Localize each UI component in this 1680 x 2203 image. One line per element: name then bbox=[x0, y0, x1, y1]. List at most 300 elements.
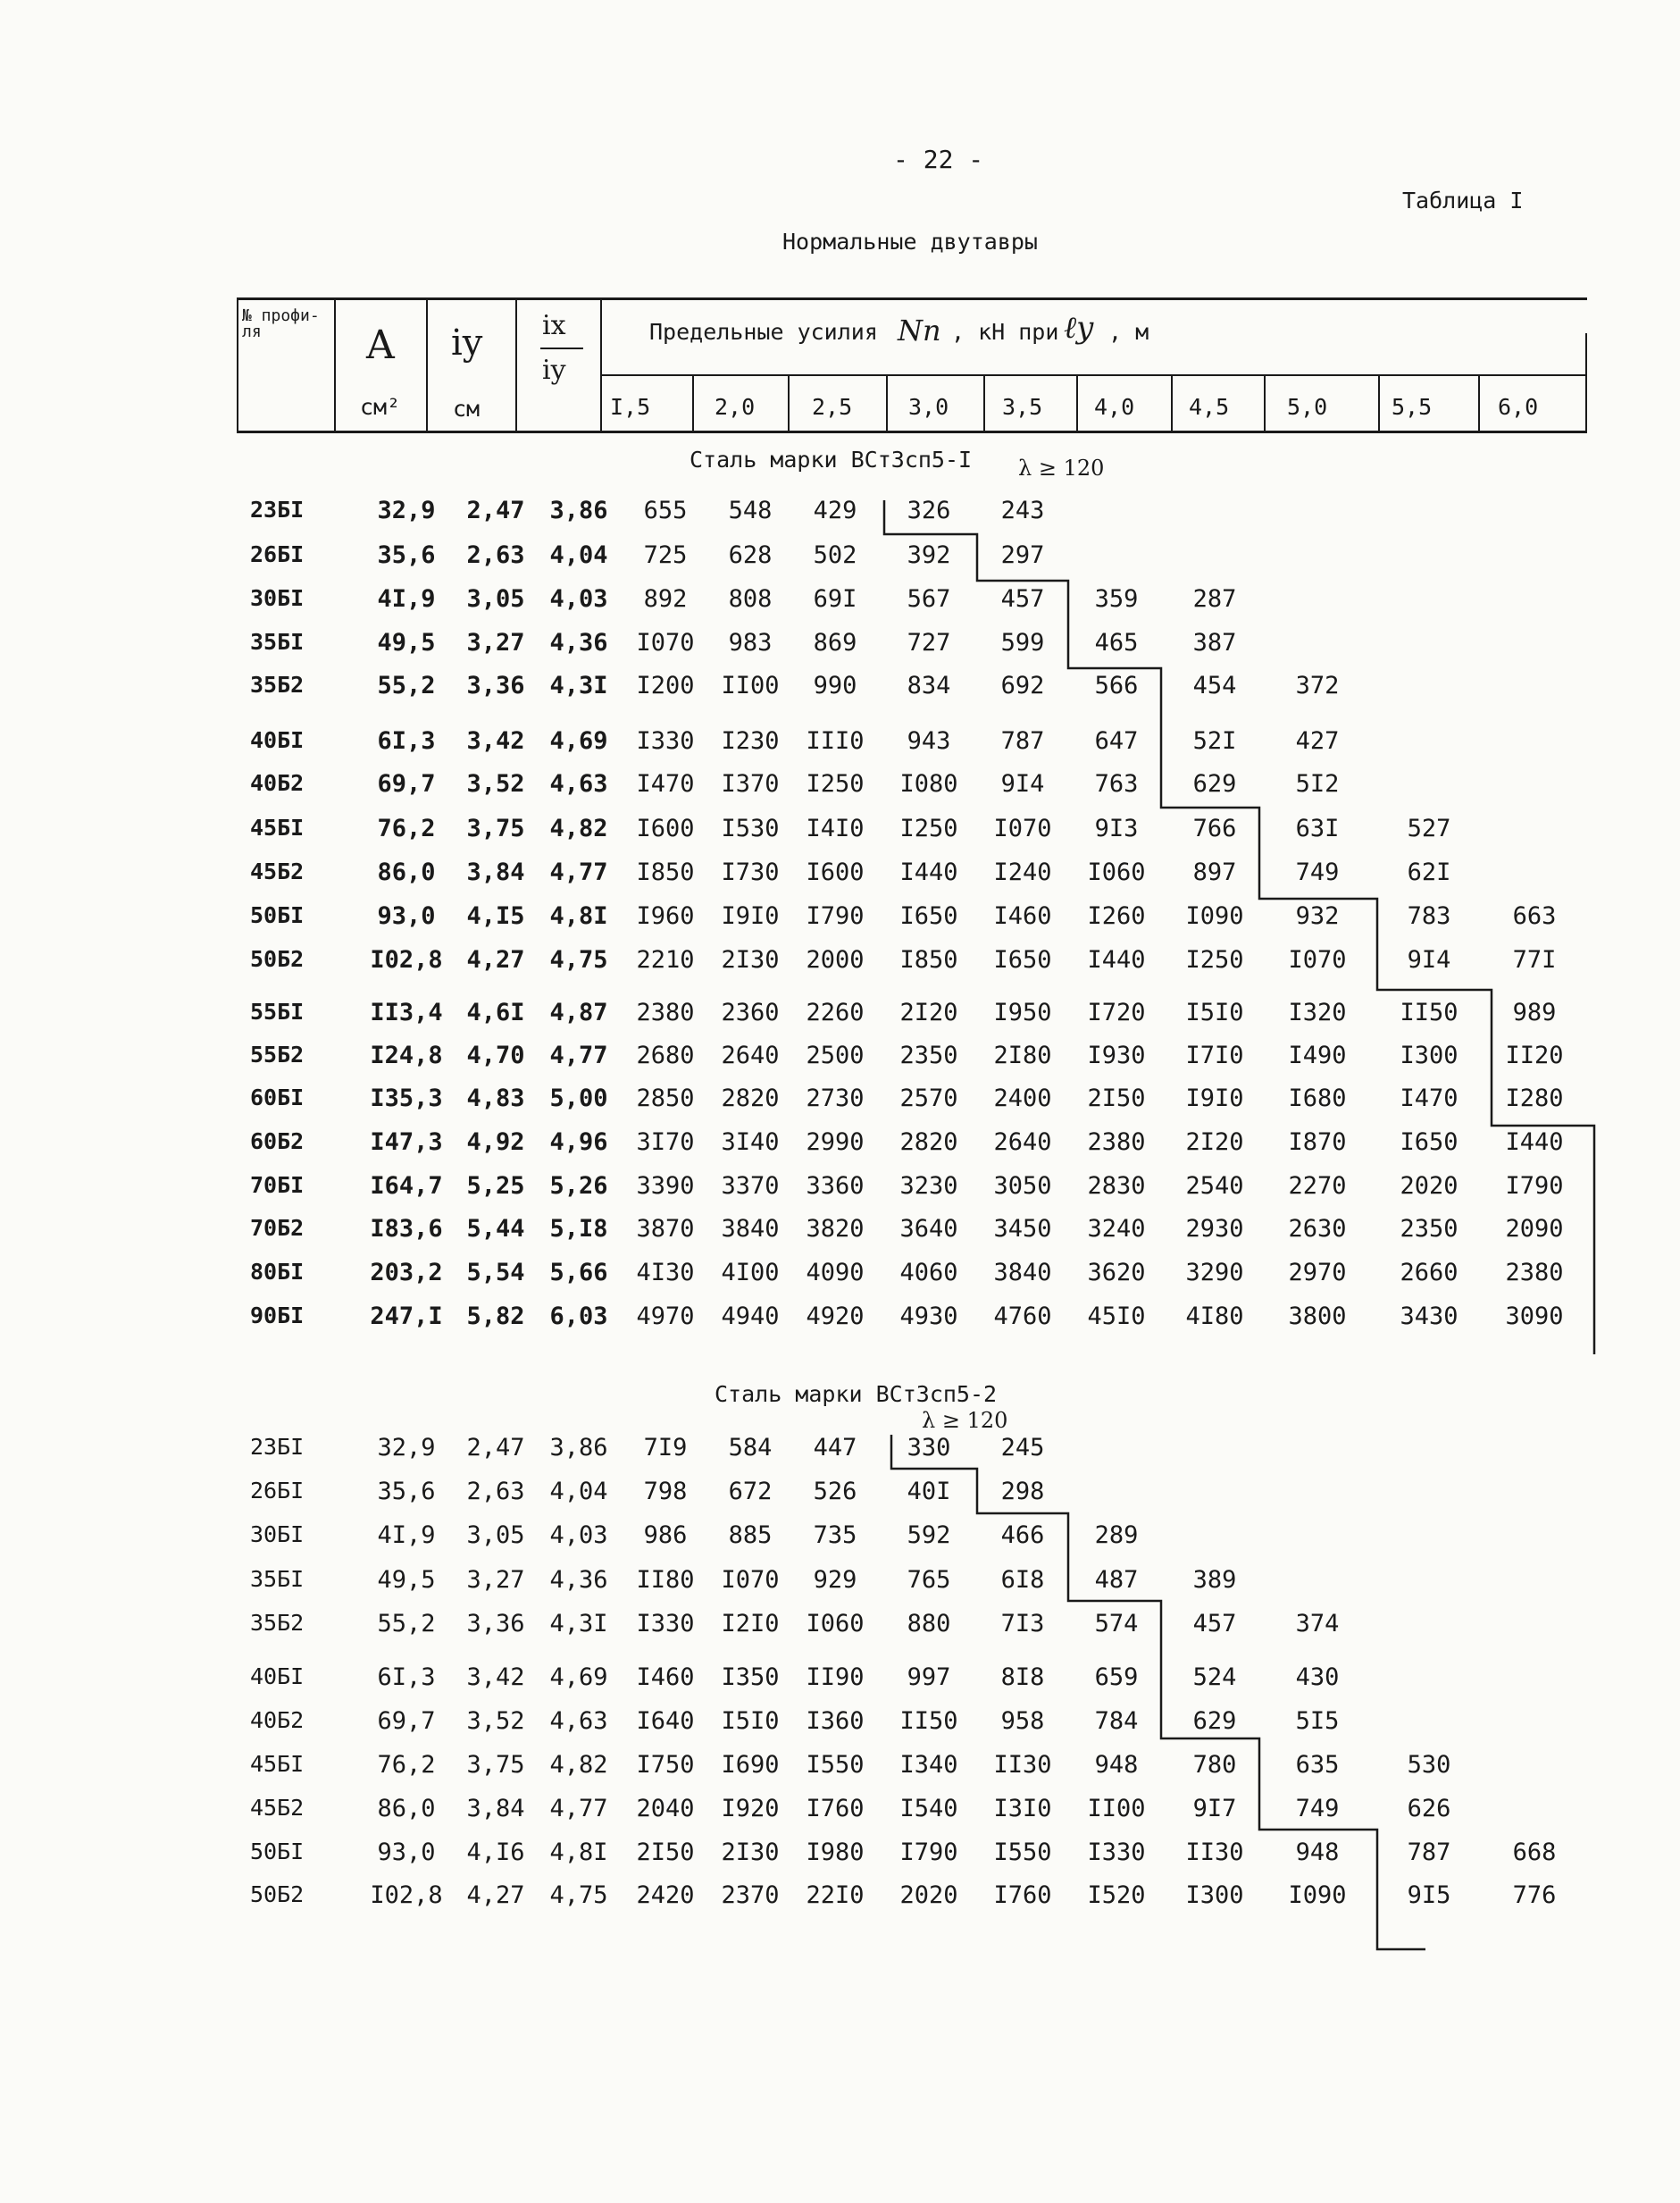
force-cell: 958 bbox=[1000, 1707, 1045, 1735]
force-cell: 629 bbox=[1192, 1707, 1237, 1735]
force-cell: I2I0 bbox=[721, 1610, 780, 1638]
iy-cell: 3,42 bbox=[466, 727, 525, 755]
force-cell: 659 bbox=[1094, 1663, 1139, 1691]
force-cell: 766 bbox=[1192, 815, 1237, 842]
force-cell: 2540 bbox=[1185, 1172, 1244, 1200]
force-cell: 3I40 bbox=[721, 1128, 780, 1156]
force-cell: 2360 bbox=[721, 999, 780, 1026]
area-cell: 76,2 bbox=[377, 815, 436, 842]
force-cell: 3I70 bbox=[636, 1128, 695, 1156]
force-cell: 2I50 bbox=[636, 1839, 695, 1866]
force-cell: 4970 bbox=[636, 1303, 695, 1330]
ratio-cell: 4,03 bbox=[549, 585, 608, 613]
iy-cell: 3,05 bbox=[466, 1521, 525, 1549]
force-cell: 989 bbox=[1512, 999, 1557, 1026]
force-cell: 2380 bbox=[1087, 1128, 1146, 1156]
force-cell: 2I30 bbox=[721, 946, 780, 974]
force-cell: I250 bbox=[1185, 946, 1244, 974]
header-length: 3,0 bbox=[908, 394, 949, 420]
force-cell: 2930 bbox=[1185, 1215, 1244, 1243]
iy-cell: 3,05 bbox=[466, 585, 525, 613]
area-cell: 93,0 bbox=[377, 1839, 436, 1866]
header-iy: iy bbox=[451, 322, 483, 364]
force-cell: 798 bbox=[643, 1478, 688, 1505]
force-cell: I080 bbox=[899, 770, 958, 798]
profile-cell: 35БI bbox=[250, 629, 305, 655]
force-cell: 4760 bbox=[993, 1303, 1052, 1330]
force-cell: 4I30 bbox=[636, 1259, 695, 1286]
force-cell: I070 bbox=[721, 1566, 780, 1594]
force-cell: 2570 bbox=[899, 1085, 958, 1112]
force-cell: 2000 bbox=[806, 946, 865, 974]
force-cell: 2640 bbox=[721, 1042, 780, 1069]
force-cell: I920 bbox=[721, 1795, 780, 1822]
ratio-cell: 5,00 bbox=[549, 1085, 608, 1112]
force-cell: 892 bbox=[643, 585, 688, 613]
force-cell: 245 bbox=[1000, 1434, 1045, 1462]
iy-cell: 2,63 bbox=[466, 1478, 525, 1505]
force-cell: 330 bbox=[907, 1434, 951, 1462]
force-cell: 487 bbox=[1094, 1566, 1139, 1594]
force-cell: 2630 bbox=[1288, 1215, 1347, 1243]
force-cell: I980 bbox=[806, 1839, 865, 1866]
iy-cell: 3,52 bbox=[466, 770, 525, 798]
force-cell: II50 bbox=[899, 1707, 958, 1735]
header-length-symbol: ℓy bbox=[1064, 310, 1094, 346]
profile-cell: 40БI bbox=[250, 727, 305, 753]
force-cell: 3430 bbox=[1400, 1303, 1459, 1330]
profile-cell: 40Б2 bbox=[250, 770, 305, 796]
profile-cell: 70БI bbox=[250, 1172, 305, 1198]
area-cell: I35,3 bbox=[370, 1085, 443, 1112]
profile-cell: 30БI bbox=[250, 1521, 305, 1547]
force-cell: I070 bbox=[1288, 946, 1347, 974]
force-cell: 599 bbox=[1000, 629, 1045, 657]
ratio-cell: 4,04 bbox=[549, 541, 608, 569]
lambda-note: λ ≥ 120 bbox=[1018, 456, 1105, 481]
area-cell: 93,0 bbox=[377, 902, 436, 930]
force-cell: 574 bbox=[1094, 1610, 1139, 1638]
area-cell: 76,2 bbox=[377, 1751, 436, 1779]
header-ratio-bottom: iy bbox=[542, 355, 566, 386]
profile-cell: 55БI bbox=[250, 999, 305, 1025]
ratio-cell: 4,69 bbox=[549, 1663, 608, 1691]
force-cell: 655 bbox=[643, 497, 688, 524]
force-cell: 997 bbox=[907, 1663, 951, 1691]
force-cell: 2850 bbox=[636, 1085, 695, 1112]
iy-cell: 3,27 bbox=[466, 1566, 525, 1594]
force-cell: 2420 bbox=[636, 1881, 695, 1909]
force-cell: 787 bbox=[1000, 727, 1045, 755]
force-cell: I440 bbox=[1505, 1128, 1564, 1156]
iy-cell: 4,I5 bbox=[466, 902, 525, 930]
force-cell: I9I0 bbox=[721, 902, 780, 930]
header-iy-unit: см bbox=[453, 396, 481, 422]
force-cell: 692 bbox=[1000, 672, 1045, 699]
profile-cell: 50Б2 bbox=[250, 1881, 305, 1907]
force-cell: I790 bbox=[899, 1839, 958, 1866]
force-cell: 2380 bbox=[636, 999, 695, 1026]
ratio-cell: 4,63 bbox=[549, 1707, 608, 1735]
force-cell: 2990 bbox=[806, 1128, 865, 1156]
force-cell: I5I0 bbox=[721, 1707, 780, 1735]
force-cell: 3230 bbox=[899, 1172, 958, 1200]
iy-cell: 3,42 bbox=[466, 1663, 525, 1691]
area-cell: I02,8 bbox=[370, 1881, 443, 1909]
profile-cell: 30БI bbox=[250, 585, 305, 611]
force-cell: 502 bbox=[813, 541, 857, 569]
force-cell: 2350 bbox=[1400, 1215, 1459, 1243]
profile-cell: 35БI bbox=[250, 1566, 305, 1592]
force-cell: 2680 bbox=[636, 1042, 695, 1069]
force-cell: II80 bbox=[636, 1566, 695, 1594]
header-length: 5,0 bbox=[1287, 394, 1328, 420]
force-cell: I460 bbox=[636, 1663, 695, 1691]
force-cell: 2400 bbox=[993, 1085, 1052, 1112]
iy-cell: 3,52 bbox=[466, 1707, 525, 1735]
force-cell: 40I bbox=[907, 1478, 951, 1505]
force-cell: I280 bbox=[1505, 1085, 1564, 1112]
iy-cell: 4,27 bbox=[466, 1881, 525, 1909]
area-cell: 6I,3 bbox=[377, 1663, 436, 1691]
force-cell: 2500 bbox=[806, 1042, 865, 1069]
force-cell: II90 bbox=[806, 1663, 865, 1691]
profile-cell: 23БI bbox=[250, 497, 305, 523]
force-cell: I090 bbox=[1185, 902, 1244, 930]
iy-cell: 2,63 bbox=[466, 541, 525, 569]
force-cell: 6I8 bbox=[1000, 1566, 1045, 1594]
ratio-cell: 4,8I bbox=[549, 902, 608, 930]
force-cell: I260 bbox=[1087, 902, 1146, 930]
force-cell: I930 bbox=[1087, 1042, 1146, 1069]
force-cell: 986 bbox=[643, 1521, 688, 1549]
force-cell: I490 bbox=[1288, 1042, 1347, 1069]
iy-cell: 4,70 bbox=[466, 1042, 525, 1069]
iy-cell: 4,92 bbox=[466, 1128, 525, 1156]
force-cell: I550 bbox=[993, 1839, 1052, 1866]
force-cell: I680 bbox=[1288, 1085, 1347, 1112]
force-cell: 765 bbox=[907, 1566, 951, 1594]
force-cell: 77I bbox=[1512, 946, 1557, 974]
force-cell: 287 bbox=[1192, 585, 1237, 613]
ratio-cell: 4,04 bbox=[549, 1478, 608, 1505]
area-cell: 86,0 bbox=[377, 859, 436, 886]
header-length: 4,0 bbox=[1094, 394, 1135, 420]
force-cell: I330 bbox=[636, 1610, 695, 1638]
force-cell: 834 bbox=[907, 672, 951, 699]
force-cell: 3090 bbox=[1505, 1303, 1564, 1330]
section-title: Сталь марки ВСт3сп5-I bbox=[690, 447, 973, 473]
force-cell: 2I20 bbox=[899, 999, 958, 1026]
profile-cell: 45Б2 bbox=[250, 1795, 305, 1821]
ratio-cell: 5,I8 bbox=[549, 1215, 608, 1243]
iy-cell: 4,I6 bbox=[466, 1839, 525, 1866]
force-cell: 2370 bbox=[721, 1881, 780, 1909]
force-cell: 447 bbox=[813, 1434, 857, 1462]
ratio-cell: 4,3I bbox=[549, 1610, 608, 1638]
area-cell: I02,8 bbox=[370, 946, 443, 974]
force-cell: I090 bbox=[1288, 1881, 1347, 1909]
header-force-prefix: Предельные усилия bbox=[649, 319, 878, 345]
force-cell: 2350 bbox=[899, 1042, 958, 1069]
force-cell: 567 bbox=[907, 585, 951, 613]
force-cell: 2I30 bbox=[721, 1839, 780, 1866]
force-cell: I790 bbox=[1505, 1172, 1564, 1200]
area-cell: 32,9 bbox=[377, 497, 436, 524]
force-cell: I340 bbox=[899, 1751, 958, 1779]
force-cell: 9I3 bbox=[1094, 815, 1139, 842]
force-cell: 526 bbox=[813, 1478, 857, 1505]
force-cell: 389 bbox=[1192, 1566, 1237, 1594]
force-cell: I650 bbox=[1400, 1128, 1459, 1156]
force-cell: 787 bbox=[1407, 1839, 1451, 1866]
table-label: Таблица I bbox=[1402, 188, 1524, 214]
force-cell: 3800 bbox=[1288, 1303, 1347, 1330]
force-cell: 4920 bbox=[806, 1303, 865, 1330]
force-cell: 8I8 bbox=[1000, 1663, 1045, 1691]
force-cell: I600 bbox=[806, 859, 865, 886]
force-cell: 808 bbox=[728, 585, 773, 613]
force-cell: 3640 bbox=[899, 1215, 958, 1243]
force-cell: I530 bbox=[721, 815, 780, 842]
force-cell: 2640 bbox=[993, 1128, 1052, 1156]
force-cell: I690 bbox=[721, 1751, 780, 1779]
header-ratio-top: ix bbox=[542, 310, 566, 341]
ratio-cell: 4,8I bbox=[549, 1839, 608, 1866]
header-length: 5,5 bbox=[1392, 394, 1433, 420]
force-cell: 3050 bbox=[993, 1172, 1052, 1200]
force-cell: I600 bbox=[636, 815, 695, 842]
profile-cell: 80БI bbox=[250, 1259, 305, 1285]
ratio-cell: 4,96 bbox=[549, 1128, 608, 1156]
force-cell: I790 bbox=[806, 902, 865, 930]
force-cell: II30 bbox=[1185, 1839, 1244, 1866]
force-cell: I070 bbox=[993, 815, 1052, 842]
area-cell: 35,6 bbox=[377, 541, 436, 569]
force-cell: 2820 bbox=[899, 1128, 958, 1156]
force-cell: I960 bbox=[636, 902, 695, 930]
force-cell: I230 bbox=[721, 727, 780, 755]
force-cell: I300 bbox=[1400, 1042, 1459, 1069]
force-cell: I370 bbox=[721, 770, 780, 798]
force-cell: 3390 bbox=[636, 1172, 695, 1200]
force-cell: I470 bbox=[636, 770, 695, 798]
area-cell: 32,9 bbox=[377, 1434, 436, 1462]
ratio-cell: 4,63 bbox=[549, 770, 608, 798]
force-cell: 2970 bbox=[1288, 1259, 1347, 1286]
force-cell: 727 bbox=[907, 629, 951, 657]
force-cell: 62I bbox=[1407, 859, 1451, 886]
force-cell: 372 bbox=[1295, 672, 1340, 699]
profile-cell: 23БI bbox=[250, 1434, 305, 1460]
force-cell: I4I0 bbox=[806, 815, 865, 842]
force-cell: 2210 bbox=[636, 946, 695, 974]
force-cell: 5I5 bbox=[1295, 1707, 1340, 1735]
area-cell: 55,2 bbox=[377, 1610, 436, 1638]
force-cell: 52I bbox=[1192, 727, 1237, 755]
force-cell: 297 bbox=[1000, 541, 1045, 569]
force-cell: I070 bbox=[636, 629, 695, 657]
force-cell: 2090 bbox=[1505, 1215, 1564, 1243]
force-cell: I520 bbox=[1087, 1881, 1146, 1909]
header-length: I,5 bbox=[610, 394, 651, 420]
force-cell: 672 bbox=[728, 1478, 773, 1505]
ratio-cell: 6,03 bbox=[549, 1303, 608, 1330]
force-cell: I5I0 bbox=[1185, 999, 1244, 1026]
force-cell: III0 bbox=[806, 727, 865, 755]
force-cell: I330 bbox=[636, 727, 695, 755]
lambda-note: λ ≥ 120 bbox=[922, 1408, 1008, 1433]
profile-cell: 55Б2 bbox=[250, 1042, 305, 1068]
force-cell: 3370 bbox=[721, 1172, 780, 1200]
force-cell: I060 bbox=[806, 1610, 865, 1638]
iy-cell: 4,27 bbox=[466, 946, 525, 974]
profile-cell: 50Б2 bbox=[250, 946, 305, 972]
ratio-cell: 4,3I bbox=[549, 672, 608, 699]
force-cell: 63I bbox=[1295, 815, 1340, 842]
force-cell: 374 bbox=[1295, 1610, 1340, 1638]
ratio-cell: 4,82 bbox=[549, 1751, 608, 1779]
header-force-symbol: Nп bbox=[898, 314, 941, 348]
iy-cell: 3,75 bbox=[466, 815, 525, 842]
force-cell: 427 bbox=[1295, 727, 1340, 755]
force-cell: 735 bbox=[813, 1521, 857, 1549]
ratio-cell: 3,86 bbox=[549, 1434, 608, 1462]
force-cell: 429 bbox=[813, 497, 857, 524]
area-cell: 4I,9 bbox=[377, 585, 436, 613]
force-cell: 3840 bbox=[993, 1259, 1052, 1286]
profile-cell: 45БI bbox=[250, 1751, 305, 1777]
force-cell: 2260 bbox=[806, 999, 865, 1026]
force-cell: 929 bbox=[813, 1566, 857, 1594]
area-cell: 6I,3 bbox=[377, 727, 436, 755]
profile-cell: 26БI bbox=[250, 541, 305, 567]
profile-cell: 26БI bbox=[250, 1478, 305, 1504]
force-cell: 4I00 bbox=[721, 1259, 780, 1286]
force-cell: 897 bbox=[1192, 859, 1237, 886]
force-cell: 326 bbox=[907, 497, 951, 524]
force-cell: 530 bbox=[1407, 1751, 1451, 1779]
ratio-cell: 3,86 bbox=[549, 497, 608, 524]
header-profile: № профи-ля bbox=[242, 306, 320, 341]
iy-cell: 3,36 bbox=[466, 672, 525, 699]
page-number: - 22 - bbox=[893, 145, 984, 174]
ratio-cell: 4,77 bbox=[549, 1042, 608, 1069]
ratio-cell: 4,75 bbox=[549, 1881, 608, 1909]
header-force-mid: , кН при bbox=[951, 319, 1059, 345]
iy-cell: 3,36 bbox=[466, 1610, 525, 1638]
force-cell: 3620 bbox=[1087, 1259, 1146, 1286]
profile-cell: 60Б2 bbox=[250, 1128, 305, 1154]
area-cell: 49,5 bbox=[377, 629, 436, 657]
iy-cell: 4,6I bbox=[466, 999, 525, 1026]
ratio-cell: 4,69 bbox=[549, 727, 608, 755]
profile-cell: 40Б2 bbox=[250, 1707, 305, 1733]
force-cell: 548 bbox=[728, 497, 773, 524]
force-cell: 2730 bbox=[806, 1085, 865, 1112]
force-cell: 948 bbox=[1295, 1839, 1340, 1866]
force-cell: 2I80 bbox=[993, 1042, 1052, 1069]
ratio-cell: 4,36 bbox=[549, 629, 608, 657]
force-cell: 932 bbox=[1295, 902, 1340, 930]
iy-cell: 5,82 bbox=[466, 1303, 525, 1330]
profile-cell: 50БI bbox=[250, 1839, 305, 1864]
force-cell: 948 bbox=[1094, 1751, 1139, 1779]
force-cell: 2020 bbox=[899, 1881, 958, 1909]
ratio-cell: 4,75 bbox=[549, 946, 608, 974]
force-cell: 566 bbox=[1094, 672, 1139, 699]
force-cell: 466 bbox=[1000, 1521, 1045, 1549]
force-cell: I760 bbox=[806, 1795, 865, 1822]
force-cell: 298 bbox=[1000, 1478, 1045, 1505]
force-cell: I650 bbox=[899, 902, 958, 930]
profile-cell: 45БI bbox=[250, 815, 305, 841]
iy-cell: 2,47 bbox=[466, 497, 525, 524]
force-cell: I300 bbox=[1185, 1881, 1244, 1909]
iy-cell: 3,84 bbox=[466, 1795, 525, 1822]
force-cell: 454 bbox=[1192, 672, 1237, 699]
ratio-cell: 4,77 bbox=[549, 1795, 608, 1822]
header-length: 6,0 bbox=[1498, 394, 1539, 420]
force-cell: 592 bbox=[907, 1521, 951, 1549]
force-cell: 3450 bbox=[993, 1215, 1052, 1243]
force-cell: 9I4 bbox=[1000, 770, 1045, 798]
force-cell: 983 bbox=[728, 629, 773, 657]
iy-cell: 3,27 bbox=[466, 629, 525, 657]
force-cell: 3840 bbox=[721, 1215, 780, 1243]
area-cell: 49,5 bbox=[377, 1566, 436, 1594]
force-cell: 663 bbox=[1512, 902, 1557, 930]
area-cell: 4I,9 bbox=[377, 1521, 436, 1549]
force-cell: 5I2 bbox=[1295, 770, 1340, 798]
force-cell: II20 bbox=[1505, 1042, 1564, 1069]
ratio-cell: 4,03 bbox=[549, 1521, 608, 1549]
area-cell: 247,I bbox=[370, 1303, 443, 1330]
force-cell: I870 bbox=[1288, 1128, 1347, 1156]
force-cell: 2020 bbox=[1400, 1172, 1459, 1200]
force-cell: I650 bbox=[993, 946, 1052, 974]
header-area-unit: см² bbox=[360, 394, 401, 420]
force-cell: I350 bbox=[721, 1663, 780, 1691]
force-cell: I3I0 bbox=[993, 1795, 1052, 1822]
force-cell: 22I0 bbox=[806, 1881, 865, 1909]
force-cell: 9I7 bbox=[1192, 1795, 1237, 1822]
force-cell: I240 bbox=[993, 859, 1052, 886]
force-cell: 2270 bbox=[1288, 1172, 1347, 1200]
force-cell: I200 bbox=[636, 672, 695, 699]
force-cell: I730 bbox=[721, 859, 780, 886]
ratio-cell: 4,87 bbox=[549, 999, 608, 1026]
profile-cell: 35Б2 bbox=[250, 1610, 305, 1636]
area-cell: 35,6 bbox=[377, 1478, 436, 1505]
profile-cell: 90БI bbox=[250, 1303, 305, 1328]
force-cell: I440 bbox=[1087, 946, 1146, 974]
force-cell: 647 bbox=[1094, 727, 1139, 755]
force-cell: I950 bbox=[993, 999, 1052, 1026]
header-length: 2,5 bbox=[812, 394, 853, 420]
table-title: Нормальные двутавры bbox=[782, 229, 1038, 255]
force-cell: 776 bbox=[1512, 1881, 1557, 1909]
force-cell: 3820 bbox=[806, 1215, 865, 1243]
force-cell: I720 bbox=[1087, 999, 1146, 1026]
force-cell: 780 bbox=[1192, 1751, 1237, 1779]
force-cell: 629 bbox=[1192, 770, 1237, 798]
force-cell: 7I3 bbox=[1000, 1610, 1045, 1638]
force-cell: I850 bbox=[899, 946, 958, 974]
iy-cell: 4,83 bbox=[466, 1085, 525, 1112]
force-cell: 7I9 bbox=[643, 1434, 688, 1462]
force-cell: 2820 bbox=[721, 1085, 780, 1112]
